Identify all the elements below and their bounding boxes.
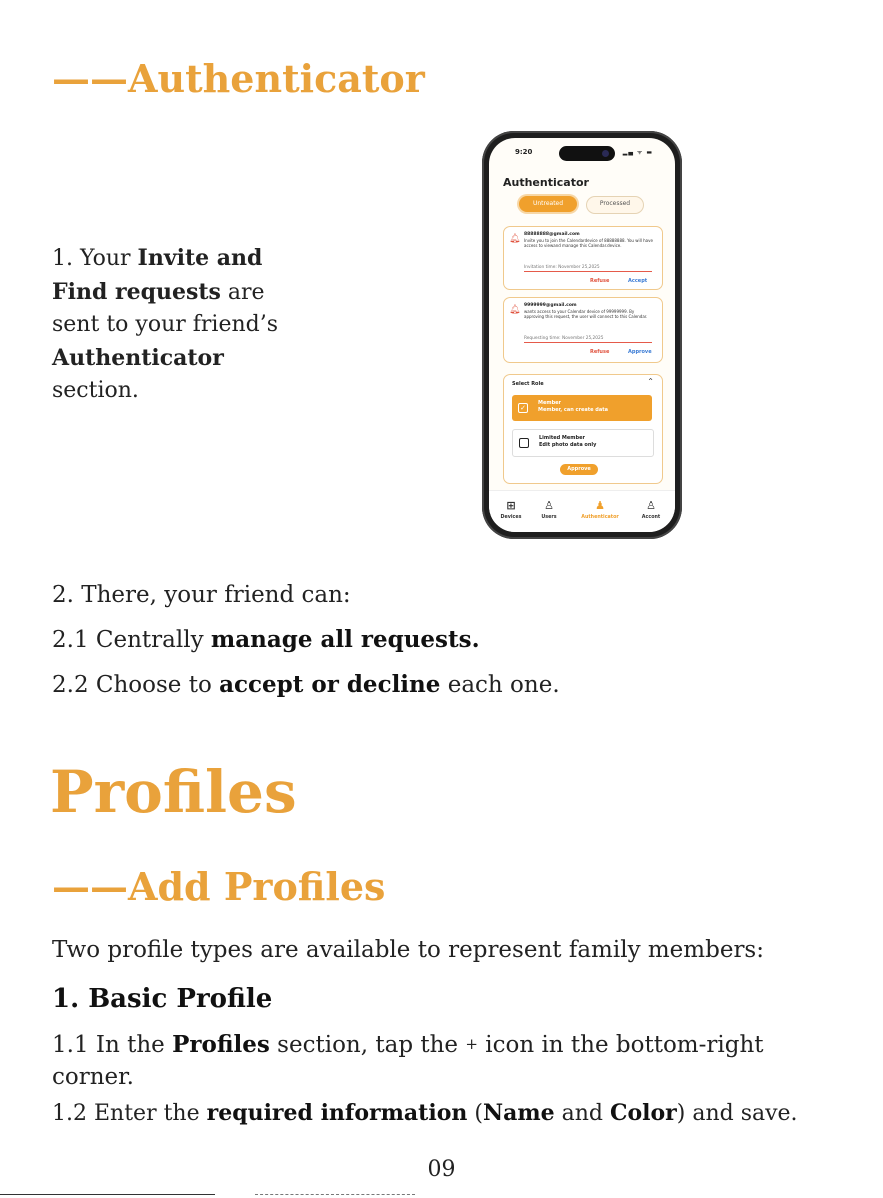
phone-screen	[489, 138, 675, 532]
step2-line1: 2. There, your friend can:	[52, 582, 351, 608]
bottom-tab-bar	[489, 490, 675, 532]
checkbox-checked-icon[interactable]: ✓	[518, 403, 528, 413]
user-check-icon: ♟	[595, 499, 605, 512]
step1-1	[52, 1028, 852, 1061]
request-email: 9999999@gmail.com	[524, 303, 577, 308]
tabbar-account[interactable]	[631, 499, 671, 520]
intro-line2-bold: Find requests	[52, 278, 221, 305]
step1-1-line2: corner.	[52, 1064, 134, 1090]
request-card	[503, 297, 663, 363]
step1-2-color: Color	[609, 1100, 677, 1126]
intro-line4-bold: Authenticator	[52, 344, 224, 371]
role-option-name: Limited Member	[539, 435, 585, 441]
select-role-panel	[503, 374, 663, 484]
request-time: Requesting time: November 25,2025	[524, 336, 652, 343]
tabbar-devices[interactable]	[491, 499, 531, 520]
step2-2	[52, 669, 560, 701]
status-icons: ▂▄ ᯤ ▬	[622, 149, 653, 156]
intro-text	[52, 242, 432, 408]
camera-icon	[602, 150, 609, 157]
intro-line1-bold: Invite and	[137, 245, 263, 271]
select-role-title: Select Role	[512, 381, 544, 387]
role-option-name: Member	[538, 400, 562, 406]
refuse-button[interactable]: Refuse	[590, 349, 610, 355]
user-icon: ♙	[544, 499, 554, 512]
role-option-desc: Edit photo data only	[539, 442, 597, 448]
role-option-member[interactable]	[512, 395, 652, 421]
app-title: Authenticator	[503, 176, 589, 189]
bottom-rule	[0, 1194, 215, 1195]
step1-1-text: 1.1 In the	[52, 1032, 173, 1058]
step2-1-text: 2.1 Centrally	[52, 627, 211, 653]
request-card	[503, 226, 663, 290]
step2-2-post: each one.	[440, 672, 560, 698]
tabbar-label: Users	[541, 515, 557, 520]
approve-button[interactable]: Approve	[628, 349, 652, 355]
status-time: 9:20	[515, 148, 533, 156]
request-email: 88888888@gmail.com	[524, 232, 580, 237]
profiles-intro: Two profile types are available to represent family members:	[52, 937, 764, 963]
step1-2-mid: (	[467, 1101, 483, 1126]
checkbox-icon[interactable]	[519, 438, 529, 448]
heading-dash: ——	[52, 56, 128, 101]
bell-icon: 🔔︎	[509, 305, 521, 315]
request-time: Invitation time: November 25,2025	[524, 265, 652, 272]
bell-icon: 🔔︎	[509, 234, 521, 244]
add-profiles-heading	[52, 864, 385, 909]
accept-button[interactable]: Accept	[628, 278, 648, 284]
account-icon: ♙	[646, 499, 656, 512]
step2-1-bold: manage all requests.	[210, 626, 480, 653]
intro-line3: sent to your friend’s	[52, 312, 278, 337]
step1-2	[52, 1097, 798, 1130]
tabbar-authenticator[interactable]	[574, 499, 626, 520]
request-message: wants access to your Calendar device of 99999999. By approving this request, the user will connect to this Calendar.	[524, 309, 648, 320]
chevron-up-icon[interactable]: ⌃	[647, 377, 654, 386]
step1-2-end: ) and save.	[676, 1101, 798, 1126]
authenticator-heading	[52, 56, 425, 101]
role-option-desc: Member, can create data	[538, 407, 608, 413]
step1-2-mid2: and	[554, 1101, 610, 1126]
heading-dash: ——	[52, 864, 128, 909]
step2-1	[52, 624, 480, 656]
tabbar-label: Authenticator	[581, 515, 619, 520]
refuse-button[interactable]: Refuse	[590, 278, 610, 284]
basic-profile-heading: 1. Basic Profile	[52, 984, 273, 1014]
step1-2-name: Name	[482, 1100, 555, 1126]
step1-1-bold: Profiles	[172, 1031, 270, 1058]
tabbar-label: Accont	[641, 515, 661, 520]
phone-mockup	[482, 131, 682, 539]
step2-2-text: 2.2 Choose to	[52, 672, 220, 698]
bottom-rule-dashed	[255, 1194, 415, 1197]
step1-2-text: 1.2 Enter the	[52, 1101, 207, 1126]
step1-1-end: icon in the bottom-right	[477, 1032, 764, 1058]
step2-2-bold: accept or decline	[219, 671, 441, 698]
dynamic-island	[559, 146, 615, 161]
heading-text: Authenticator	[128, 56, 425, 101]
intro-line2-post: are	[220, 279, 265, 305]
step1-2-bold: required information	[206, 1100, 468, 1126]
approve-role-button[interactable]: Approve	[560, 464, 598, 475]
intro-line5: section.	[52, 378, 139, 403]
request-message: Invite you to join the Calendardevice of 88888888. You will have access to viewand manage this Calendar.device.	[524, 238, 653, 249]
tab-untreated[interactable]: Untreated	[519, 196, 577, 212]
role-option-limited-member[interactable]	[512, 429, 654, 457]
tabbar-label: Devices	[500, 515, 522, 520]
grid-icon: ⊞	[506, 499, 516, 512]
tabbar-users[interactable]	[529, 499, 569, 520]
plus-icon: +	[465, 1035, 478, 1053]
heading-text: Add Profiles	[128, 864, 386, 909]
page-number: 09	[427, 1157, 456, 1182]
step1-1-post: section, tap the	[269, 1032, 466, 1058]
profiles-heading: Profiles	[50, 758, 297, 826]
tab-processed[interactable]: Processed	[586, 196, 644, 214]
intro-line1-pre: 1. Your	[52, 246, 138, 271]
